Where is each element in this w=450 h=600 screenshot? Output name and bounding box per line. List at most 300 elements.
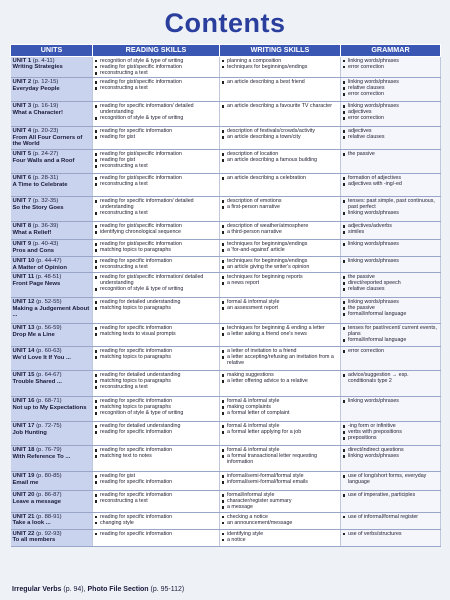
reading-skills-cell bbox=[93, 491, 220, 512]
writing-skills-cell bbox=[220, 240, 341, 257]
grammar-list bbox=[343, 447, 438, 459]
unit-title: Drop Me a Line bbox=[12, 331, 55, 338]
list-item-text: reading for gist bbox=[100, 473, 136, 480]
writing-list bbox=[222, 348, 338, 366]
list-item bbox=[343, 91, 438, 97]
list-item-text: identifying chronological sequence bbox=[100, 229, 181, 236]
bullet-icon bbox=[222, 327, 224, 329]
reading-list bbox=[95, 514, 217, 526]
list-item bbox=[343, 514, 438, 520]
bullet-icon bbox=[222, 425, 224, 427]
list-item-text: reading for specific information bbox=[100, 479, 173, 486]
writing-list bbox=[222, 58, 338, 70]
writing-skills-cell bbox=[220, 78, 341, 102]
bullet-icon bbox=[343, 400, 345, 402]
writing-skills-cell bbox=[220, 371, 341, 397]
list-item-text: reconstructing a text bbox=[100, 264, 148, 271]
table-row bbox=[11, 324, 441, 347]
table-row bbox=[11, 512, 441, 529]
reading-list bbox=[95, 103, 217, 121]
list-item bbox=[222, 175, 338, 181]
bullet-icon bbox=[343, 516, 345, 518]
bullet-icon bbox=[222, 431, 224, 433]
bullet-icon bbox=[95, 200, 97, 202]
list-item bbox=[95, 115, 217, 121]
reading-list bbox=[95, 372, 217, 390]
reading-list bbox=[95, 299, 217, 311]
writing-list bbox=[222, 423, 338, 435]
grammar-list bbox=[343, 151, 438, 157]
grammar-cell bbox=[341, 78, 441, 102]
unit-cell bbox=[11, 78, 93, 102]
list-item bbox=[222, 247, 338, 253]
grammar-cell bbox=[341, 371, 441, 397]
unit-pages: (p. 76-79) bbox=[36, 447, 62, 454]
writing-list bbox=[222, 103, 338, 109]
grammar-cell bbox=[341, 127, 441, 150]
footer-irregular-verbs: Irregular Verbs bbox=[12, 586, 62, 593]
list-item-text: a 'for-and-against' article bbox=[227, 247, 285, 254]
bullet-icon bbox=[343, 87, 345, 89]
list-item-text: matching topics to paragraphs bbox=[100, 354, 171, 361]
writing-skills-cell bbox=[220, 397, 341, 422]
table-row bbox=[11, 529, 441, 546]
list-item-text: reading for specific information bbox=[100, 325, 173, 332]
list-item-text: error correction bbox=[348, 64, 384, 71]
unit-cell bbox=[11, 397, 93, 422]
list-item bbox=[222, 79, 338, 85]
grammar-cell bbox=[341, 222, 441, 240]
unit-number: UNIT 6 bbox=[12, 175, 32, 182]
bullet-icon bbox=[222, 539, 224, 541]
list-item bbox=[222, 204, 338, 210]
list-item bbox=[343, 258, 438, 264]
unit-pages: (p. 68-71) bbox=[36, 398, 62, 405]
list-item bbox=[343, 115, 438, 121]
bullet-icon bbox=[222, 60, 224, 62]
list-item-text: reading for specific information bbox=[100, 258, 173, 265]
bullet-icon bbox=[95, 153, 97, 155]
grammar-cell bbox=[341, 150, 441, 174]
list-item bbox=[95, 134, 217, 140]
reading-list bbox=[95, 447, 217, 459]
reading-list bbox=[95, 223, 217, 235]
bullet-icon bbox=[95, 225, 97, 227]
bullet-icon bbox=[222, 66, 224, 68]
list-item-text: a notice bbox=[227, 536, 246, 543]
list-item-text: the passive bbox=[348, 305, 375, 312]
bullet-icon bbox=[95, 177, 97, 179]
bullet-icon bbox=[95, 522, 97, 524]
unit-title: So the Story Goes bbox=[12, 204, 64, 211]
bullet-icon bbox=[222, 406, 224, 408]
list-item-text: verbs with prepositions bbox=[348, 429, 402, 436]
bullet-icon bbox=[95, 301, 97, 303]
bullet-icon bbox=[222, 276, 224, 278]
unit-cell bbox=[11, 347, 93, 371]
unit-number: UNIT 14 bbox=[12, 348, 35, 355]
reading-list bbox=[95, 151, 217, 169]
bullet-icon bbox=[222, 516, 224, 518]
writing-list bbox=[222, 274, 338, 286]
unit-number: UNIT 17 bbox=[12, 423, 35, 430]
list-item-text: reading for gist/specific information bbox=[100, 79, 182, 86]
list-item-text: -ing form or infinitive bbox=[348, 423, 396, 430]
grammar-list bbox=[343, 79, 438, 97]
unit-cell bbox=[11, 298, 93, 324]
list-item-text: making suggestions bbox=[227, 372, 274, 379]
unit-pages: (p. 16-19) bbox=[32, 103, 59, 110]
list-item-text: relative clauses bbox=[348, 134, 385, 141]
list-item bbox=[222, 537, 338, 543]
unit-cell bbox=[11, 150, 93, 174]
unit-title: Trouble Shared ... bbox=[12, 378, 62, 385]
list-item-text: formal & informal style bbox=[227, 299, 280, 306]
header-writing-skills: WRITING SKILLS bbox=[220, 45, 341, 57]
unit-number: UNIT 19 bbox=[12, 473, 35, 480]
bullet-icon bbox=[343, 307, 345, 309]
grammar-cell bbox=[341, 472, 441, 491]
bullet-icon bbox=[222, 249, 224, 251]
writing-list bbox=[222, 151, 338, 163]
list-item-text: reconstructing a text bbox=[100, 85, 148, 92]
list-item bbox=[343, 398, 438, 404]
list-item-text: techniques for beginning reports bbox=[227, 274, 303, 281]
reading-list bbox=[95, 423, 217, 435]
list-item-text: use of long/short forms, everyday language bbox=[348, 473, 427, 486]
list-item-text: a first-person narrative bbox=[227, 204, 280, 211]
bullet-icon bbox=[95, 380, 97, 382]
bullet-icon bbox=[95, 400, 97, 402]
list-item-text: an article describing a favourite TV character bbox=[227, 103, 333, 110]
list-item-text: recognition of style & type of writing bbox=[100, 286, 184, 293]
bullet-icon bbox=[95, 333, 97, 335]
bullet-icon bbox=[343, 282, 345, 284]
list-item bbox=[95, 479, 217, 485]
list-item-text: formal/informal language bbox=[348, 311, 407, 318]
bullet-icon bbox=[343, 66, 345, 68]
grammar-cell bbox=[341, 57, 441, 78]
table-row bbox=[11, 491, 441, 512]
list-item-text: techniques for beginning & ending a letter bbox=[227, 325, 325, 332]
writing-list bbox=[222, 128, 338, 140]
list-item bbox=[222, 520, 338, 526]
bullet-icon bbox=[95, 475, 97, 477]
bullet-icon bbox=[95, 350, 97, 352]
list-item bbox=[222, 410, 338, 416]
bullet-icon bbox=[95, 455, 97, 457]
bullet-icon bbox=[343, 231, 345, 233]
list-item bbox=[222, 64, 338, 70]
bullet-icon bbox=[95, 60, 97, 62]
bullet-icon bbox=[222, 81, 224, 83]
writing-list bbox=[222, 175, 338, 181]
writing-list bbox=[222, 79, 338, 85]
bullet-icon bbox=[95, 260, 97, 262]
unit-title: Making a Judgement About ... bbox=[12, 305, 90, 319]
writing-skills-cell bbox=[220, 57, 341, 78]
bullet-icon bbox=[222, 533, 224, 535]
list-item-text: an article describing a town/city bbox=[227, 134, 301, 141]
bullet-icon bbox=[95, 386, 97, 388]
reading-skills-cell bbox=[93, 257, 220, 273]
list-item-text: error correction bbox=[348, 115, 384, 122]
bullet-icon bbox=[343, 60, 345, 62]
unit-number: UNIT 16 bbox=[12, 398, 35, 405]
bullet-icon bbox=[222, 307, 224, 309]
list-item-text: a letter of invitation to a friend bbox=[227, 348, 297, 355]
header-units: UNITS bbox=[11, 45, 93, 57]
bullet-icon bbox=[222, 455, 224, 457]
bullet-icon bbox=[95, 425, 97, 427]
writing-skills-cell bbox=[220, 222, 341, 240]
grammar-cell bbox=[341, 102, 441, 127]
writing-skills-cell bbox=[220, 324, 341, 347]
unit-pages: (p. 32-35) bbox=[32, 198, 59, 205]
list-item-text: formal & informal style bbox=[227, 447, 280, 454]
unit-pages: (p. 52-55) bbox=[36, 299, 62, 306]
unit-cell bbox=[11, 197, 93, 222]
unit-cell bbox=[11, 240, 93, 257]
unit-number: UNIT 22 bbox=[12, 530, 35, 537]
unit-pages: (p. 44-47) bbox=[36, 258, 62, 265]
unit-pages: (p. 86-87) bbox=[36, 492, 62, 499]
writing-skills-cell bbox=[220, 422, 341, 446]
list-item-text: techniques for beginnings/endings bbox=[227, 241, 308, 248]
unit-title: Front Page News bbox=[12, 280, 61, 287]
unit-number: UNIT 12 bbox=[12, 299, 35, 306]
reading-list bbox=[95, 241, 217, 253]
list-item bbox=[95, 198, 217, 210]
grammar-cell bbox=[341, 529, 441, 546]
list-item bbox=[343, 64, 438, 70]
list-item-text: relative clauses bbox=[348, 85, 385, 92]
grammar-list bbox=[343, 325, 438, 343]
writing-skills-cell bbox=[220, 512, 341, 529]
unit-cell bbox=[11, 491, 93, 512]
grammar-cell bbox=[341, 298, 441, 324]
unit-pages: (p. 28-31) bbox=[32, 175, 59, 182]
list-item bbox=[95, 453, 217, 459]
bullet-icon bbox=[222, 400, 224, 402]
grammar-list bbox=[343, 492, 438, 498]
bullet-icon bbox=[343, 111, 345, 113]
grammar-cell bbox=[341, 324, 441, 347]
list-item-text: similes bbox=[348, 229, 365, 236]
unit-cell bbox=[11, 371, 93, 397]
list-item-text: a letter accepting/refusing an invitation from a relative bbox=[227, 354, 334, 367]
list-item-text: a letter offering advice to a relative bbox=[227, 378, 308, 385]
grammar-list bbox=[343, 423, 438, 441]
bullet-icon bbox=[343, 136, 345, 138]
reading-skills-cell bbox=[93, 397, 220, 422]
unit-cell bbox=[11, 127, 93, 150]
unit-pages: (p. 64-67) bbox=[36, 372, 62, 379]
reading-skills-cell bbox=[93, 273, 220, 298]
list-item-text: reading for gist/specific information/ detailed understanding bbox=[100, 274, 204, 287]
writing-list bbox=[222, 531, 338, 543]
list-item-text: tenses for past/recent/ current events, plans bbox=[348, 325, 437, 338]
header-reading-skills: READING SKILLS bbox=[93, 45, 220, 57]
list-item-text: use of verbs/structures bbox=[348, 530, 402, 537]
unit-number: UNIT 7 bbox=[12, 198, 32, 205]
list-item-text: techniques for beginnings/endings bbox=[227, 258, 308, 265]
list-item-text: description of location bbox=[227, 151, 279, 158]
writing-skills-cell bbox=[220, 446, 341, 472]
bullet-icon bbox=[95, 130, 97, 132]
table-row bbox=[11, 222, 441, 240]
bullet-icon bbox=[222, 231, 224, 233]
bullet-icon bbox=[343, 212, 345, 214]
unit-pages: (p. 40-43) bbox=[32, 241, 59, 248]
bullet-icon bbox=[343, 455, 345, 457]
reading-skills-cell bbox=[93, 57, 220, 78]
list-item bbox=[95, 85, 217, 91]
list-item bbox=[343, 453, 438, 459]
list-item bbox=[95, 264, 217, 270]
bullet-icon bbox=[222, 159, 224, 161]
bullet-icon bbox=[95, 449, 97, 451]
bullet-icon bbox=[95, 431, 97, 433]
unit-number: UNIT 10 bbox=[12, 258, 35, 265]
unit-cell bbox=[11, 273, 93, 298]
unit-title: Email me bbox=[12, 479, 39, 486]
bullet-icon bbox=[95, 81, 97, 83]
list-item bbox=[95, 331, 217, 337]
reading-list bbox=[95, 473, 217, 485]
unit-cell bbox=[11, 446, 93, 472]
bullet-icon bbox=[343, 313, 345, 315]
bullet-icon bbox=[222, 506, 224, 508]
bullet-icon bbox=[222, 374, 224, 376]
bullet-icon bbox=[222, 243, 224, 245]
list-item bbox=[95, 247, 217, 253]
list-item-text: matching topics to paragraphs bbox=[100, 404, 171, 411]
reading-skills-cell bbox=[93, 446, 220, 472]
bullet-icon bbox=[343, 105, 345, 107]
list-item bbox=[343, 325, 438, 337]
writing-list bbox=[222, 372, 338, 384]
list-item-text: changing style bbox=[100, 519, 134, 526]
writing-skills-cell bbox=[220, 174, 341, 197]
list-item-text: adjectives/adverbs bbox=[348, 223, 392, 230]
unit-title: Pros and Cons bbox=[12, 247, 55, 254]
reading-skills-cell bbox=[93, 371, 220, 397]
grammar-list bbox=[343, 175, 438, 187]
list-item-text: informal/semi-formal/formal emails bbox=[227, 479, 308, 486]
list-item-text: adjectives bbox=[348, 128, 372, 135]
writing-skills-cell bbox=[220, 491, 341, 512]
unit-title: Job Hunting bbox=[12, 429, 47, 436]
list-item-text: direct/indirect questions bbox=[348, 447, 404, 454]
list-item-text: a formal letter applying for a job bbox=[227, 429, 302, 436]
grammar-list bbox=[343, 274, 438, 292]
table-body bbox=[11, 57, 441, 547]
list-item-text: an article giving the writer's opinion bbox=[227, 264, 310, 271]
list-item bbox=[95, 410, 217, 416]
unit-title: What a Relief! bbox=[12, 229, 52, 236]
list-item-text: reading for specific information bbox=[100, 398, 173, 405]
footer-photo-file: Photo File Section bbox=[87, 586, 149, 593]
list-item-text: reading for gist bbox=[100, 134, 136, 141]
list-item-text: reading for detailed understanding bbox=[100, 372, 181, 379]
grammar-list bbox=[343, 531, 438, 537]
list-item-text: use of imperative, participles bbox=[348, 492, 416, 499]
bullet-icon bbox=[343, 130, 345, 132]
list-item-text: formal/informal language bbox=[348, 337, 407, 344]
list-item-text: character/register summary bbox=[227, 498, 292, 505]
bullet-icon bbox=[222, 266, 224, 268]
page-title: Contents bbox=[164, 8, 286, 38]
list-item bbox=[95, 520, 217, 526]
list-item-text: formation of adjectives bbox=[348, 175, 401, 182]
reading-skills-cell bbox=[93, 174, 220, 197]
list-item-text: reading for gist/specific information bbox=[100, 241, 182, 248]
list-item-text: a formal transactional letter requesting information bbox=[227, 453, 318, 466]
list-item-text: reading for gist/specific information bbox=[100, 223, 182, 230]
table-row bbox=[11, 257, 441, 273]
unit-pages: (p. 60-63) bbox=[36, 348, 62, 355]
writing-list bbox=[222, 398, 338, 416]
grammar-cell bbox=[341, 491, 441, 512]
bullet-icon bbox=[343, 200, 345, 202]
list-item-text: linking words/phrases bbox=[348, 258, 399, 265]
grammar-cell bbox=[341, 397, 441, 422]
grammar-cell bbox=[341, 240, 441, 257]
table-row bbox=[11, 397, 441, 422]
writing-skills-cell bbox=[220, 102, 341, 127]
bullet-icon bbox=[343, 117, 345, 119]
list-item-text: reading for specific information bbox=[100, 128, 173, 135]
list-item-text: adjectives with -ing/-ed bbox=[348, 181, 402, 188]
bullet-icon bbox=[95, 374, 97, 376]
list-item-text: description of weather/atmosphere bbox=[227, 223, 309, 230]
list-item bbox=[222, 280, 338, 286]
bullet-icon bbox=[95, 136, 97, 138]
bullet-icon bbox=[95, 494, 97, 496]
bullet-icon bbox=[95, 516, 97, 518]
grammar-list bbox=[343, 372, 438, 384]
writing-list bbox=[222, 514, 338, 526]
table-row bbox=[11, 298, 441, 324]
list-item bbox=[343, 241, 438, 247]
unit-title: Writing Strategies bbox=[12, 64, 63, 71]
list-item-text: matching topics to paragraphs bbox=[100, 247, 171, 254]
list-item bbox=[95, 354, 217, 360]
bullet-icon bbox=[95, 481, 97, 483]
list-item-text: an assessment report bbox=[227, 305, 278, 312]
unit-pages: (p. 72-75) bbox=[36, 423, 62, 430]
unit-number: UNIT 1 bbox=[12, 58, 32, 64]
contents-table bbox=[10, 44, 441, 547]
unit-title: Everyday People bbox=[12, 85, 60, 92]
grammar-list bbox=[343, 103, 438, 121]
unit-number: UNIT 20 bbox=[12, 492, 35, 499]
list-item-text: identifying style bbox=[227, 530, 264, 537]
reading-skills-cell bbox=[93, 127, 220, 150]
bullet-icon bbox=[95, 87, 97, 89]
unit-number: UNIT 18 bbox=[12, 447, 35, 454]
reading-list bbox=[95, 531, 217, 537]
writing-skills-cell bbox=[220, 127, 341, 150]
bullet-icon bbox=[95, 533, 97, 535]
list-item-text: linking words/phrases bbox=[348, 299, 399, 306]
reading-skills-cell bbox=[93, 240, 220, 257]
list-item-text: reading for specific information bbox=[100, 530, 173, 537]
unit-number: UNIT 9 bbox=[12, 241, 32, 248]
table-row bbox=[11, 446, 441, 472]
list-item bbox=[343, 492, 438, 498]
